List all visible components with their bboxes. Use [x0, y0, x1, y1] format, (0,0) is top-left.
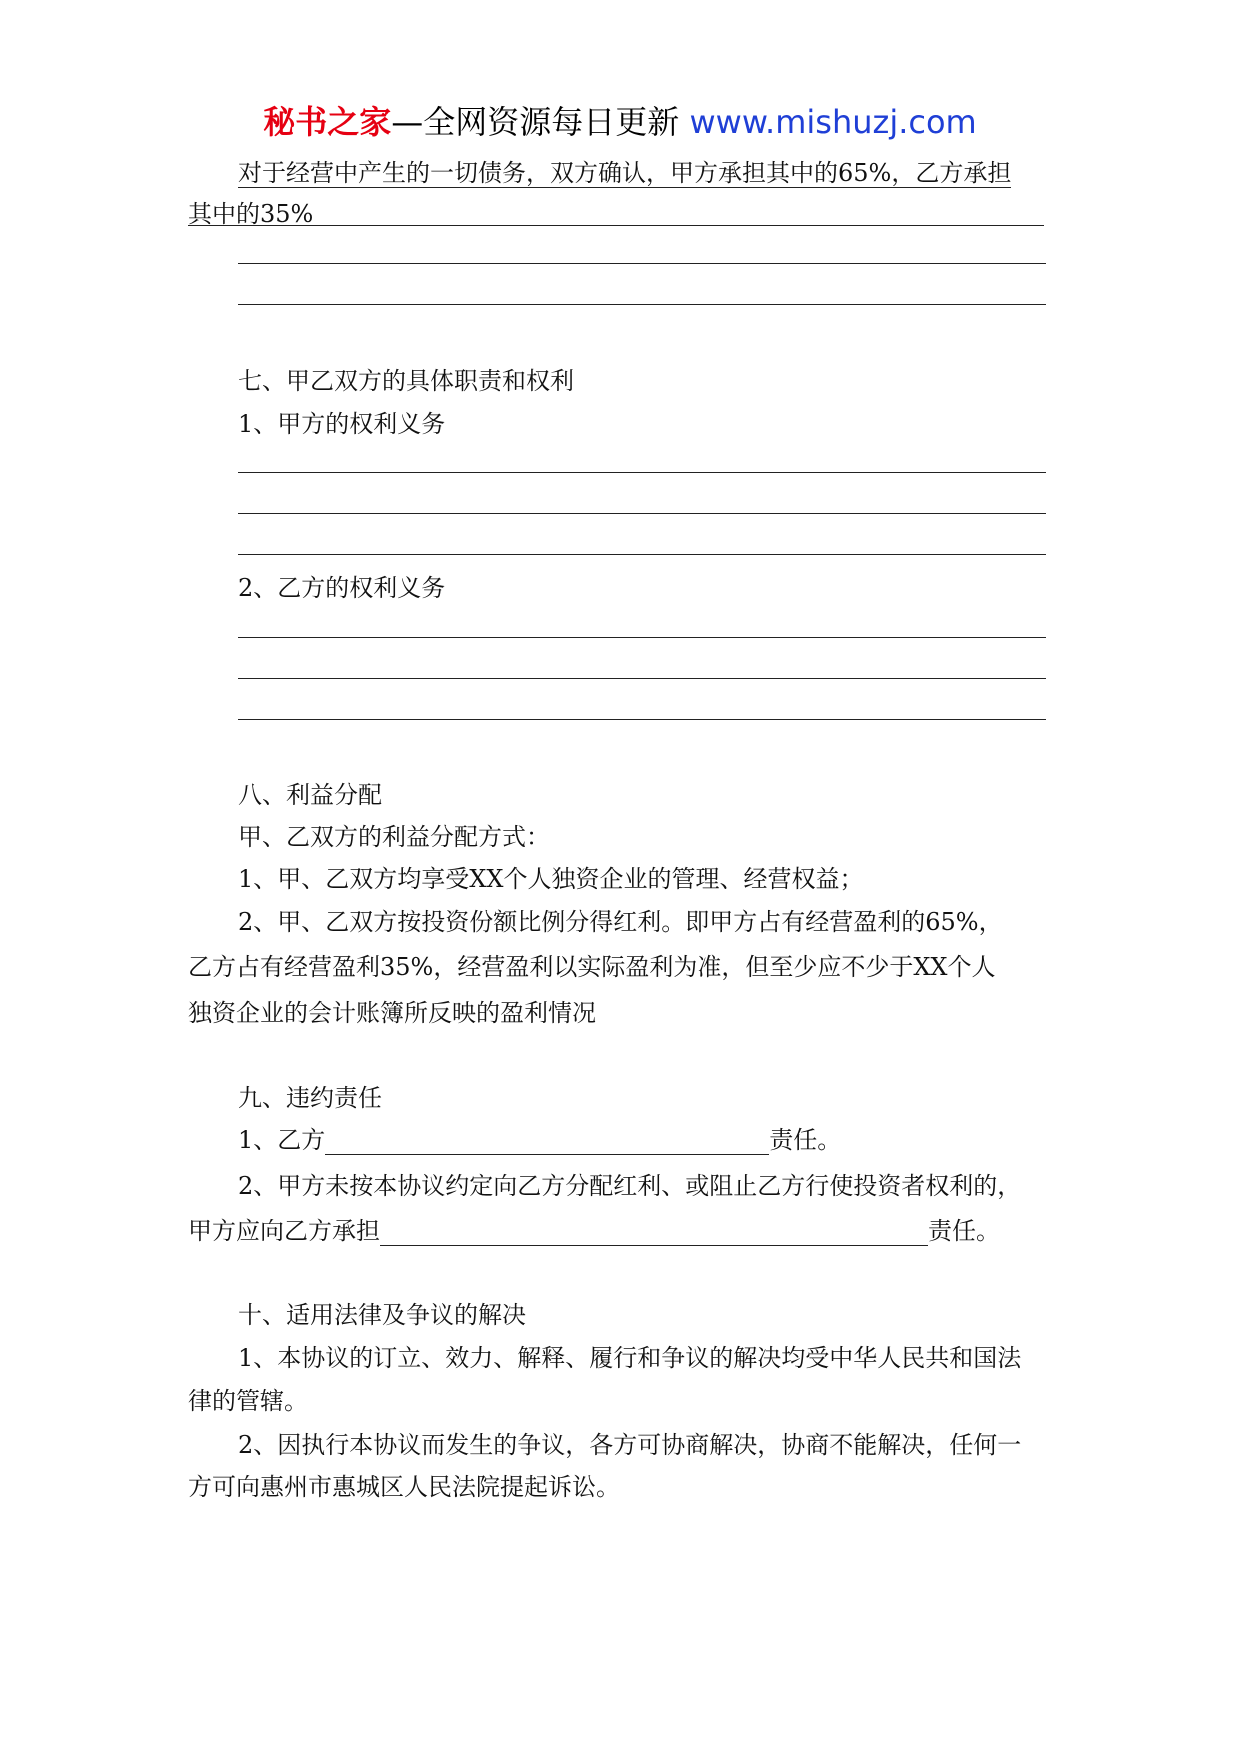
section-9-p1: [238, 1125, 841, 1155]
section-10-p1-line2: 律的管辖。: [188, 1387, 308, 1415]
section-8-intro: 甲、乙双方的利益分配方式：: [238, 823, 550, 851]
fill-in-blank: [380, 1219, 928, 1246]
blank-line: [238, 678, 1046, 679]
header-slogan: —全网资源每日更新: [391, 103, 680, 141]
website-link[interactable]: www.mishuzj.com: [689, 103, 977, 141]
site-header: [0, 102, 1240, 142]
debt-text-1: 对于经营中产生的一切债务，双方确认，甲方承担其中的65%，乙方承担: [238, 159, 1012, 187]
section-9-p2-suffix: 责任。: [928, 1217, 1000, 1245]
section-9-title: 九、违约责任: [238, 1084, 382, 1112]
blank-line: [238, 472, 1046, 473]
section-10-p1-line1: 1、本协议的订立、效力、解释、履行和争议的解决均受中华人民共和国法: [238, 1344, 1022, 1372]
section-9-p2-line2: [188, 1216, 1000, 1246]
section-7-item-1: 1、甲方的权利义务: [238, 410, 446, 438]
section-9-p2-line1: 2、甲方未按本协议约定向乙方分配红利、或阻止乙方行使投资者权利的，: [238, 1172, 1022, 1200]
section-8-p2-line1: 2、甲、乙双方按投资份额比例分得红利。即甲方占有经营盈利的65%，: [238, 908, 1003, 936]
blank-line: [238, 719, 1046, 720]
fill-in-blank: [325, 1128, 769, 1155]
section-9-p1-prefix: 1、乙方: [238, 1126, 326, 1154]
section-9-p2-prefix: 甲方应向乙方承担: [188, 1217, 380, 1245]
section-7-title: 七、甲乙双方的具体职责和权利: [238, 367, 574, 395]
blank-line: [188, 225, 1044, 226]
section-8-p2-line2: 乙方占有经营盈利35%，经营盈利以实际盈利为准，但至少应不少于XX个人: [188, 953, 996, 981]
blank-line: [238, 263, 1046, 264]
blank-line: [238, 637, 1046, 638]
section-8-title: 八、利益分配: [238, 781, 382, 809]
debt-line-1: [238, 158, 1011, 188]
section-9-p1-suffix: 责任。: [769, 1126, 842, 1154]
blank-line: [238, 304, 1046, 305]
section-7-item-2: 2、乙方的权利义务: [238, 574, 446, 602]
section-10-p2-line1: 2、因执行本协议而发生的争议，各方可协商解决，协商不能解决，任何一: [238, 1431, 1022, 1459]
brand-name: 秘书之家: [263, 103, 392, 141]
blank-line: [238, 554, 1046, 555]
section-8-p2-line3: 独资企业的会计账簿所反映的盈利情况: [188, 999, 596, 1027]
section-8-p1: 1、甲、乙双方均享受XX个人独资企业的管理、经营权益；: [238, 865, 864, 893]
section-10-title: 十、适用法律及争议的解决: [238, 1301, 526, 1329]
blank-line: [238, 513, 1046, 514]
section-10-p2-line2: 方可向惠州市惠城区人民法院提起诉讼。: [188, 1473, 620, 1501]
debt-line-2: 其中的35%: [188, 200, 314, 228]
